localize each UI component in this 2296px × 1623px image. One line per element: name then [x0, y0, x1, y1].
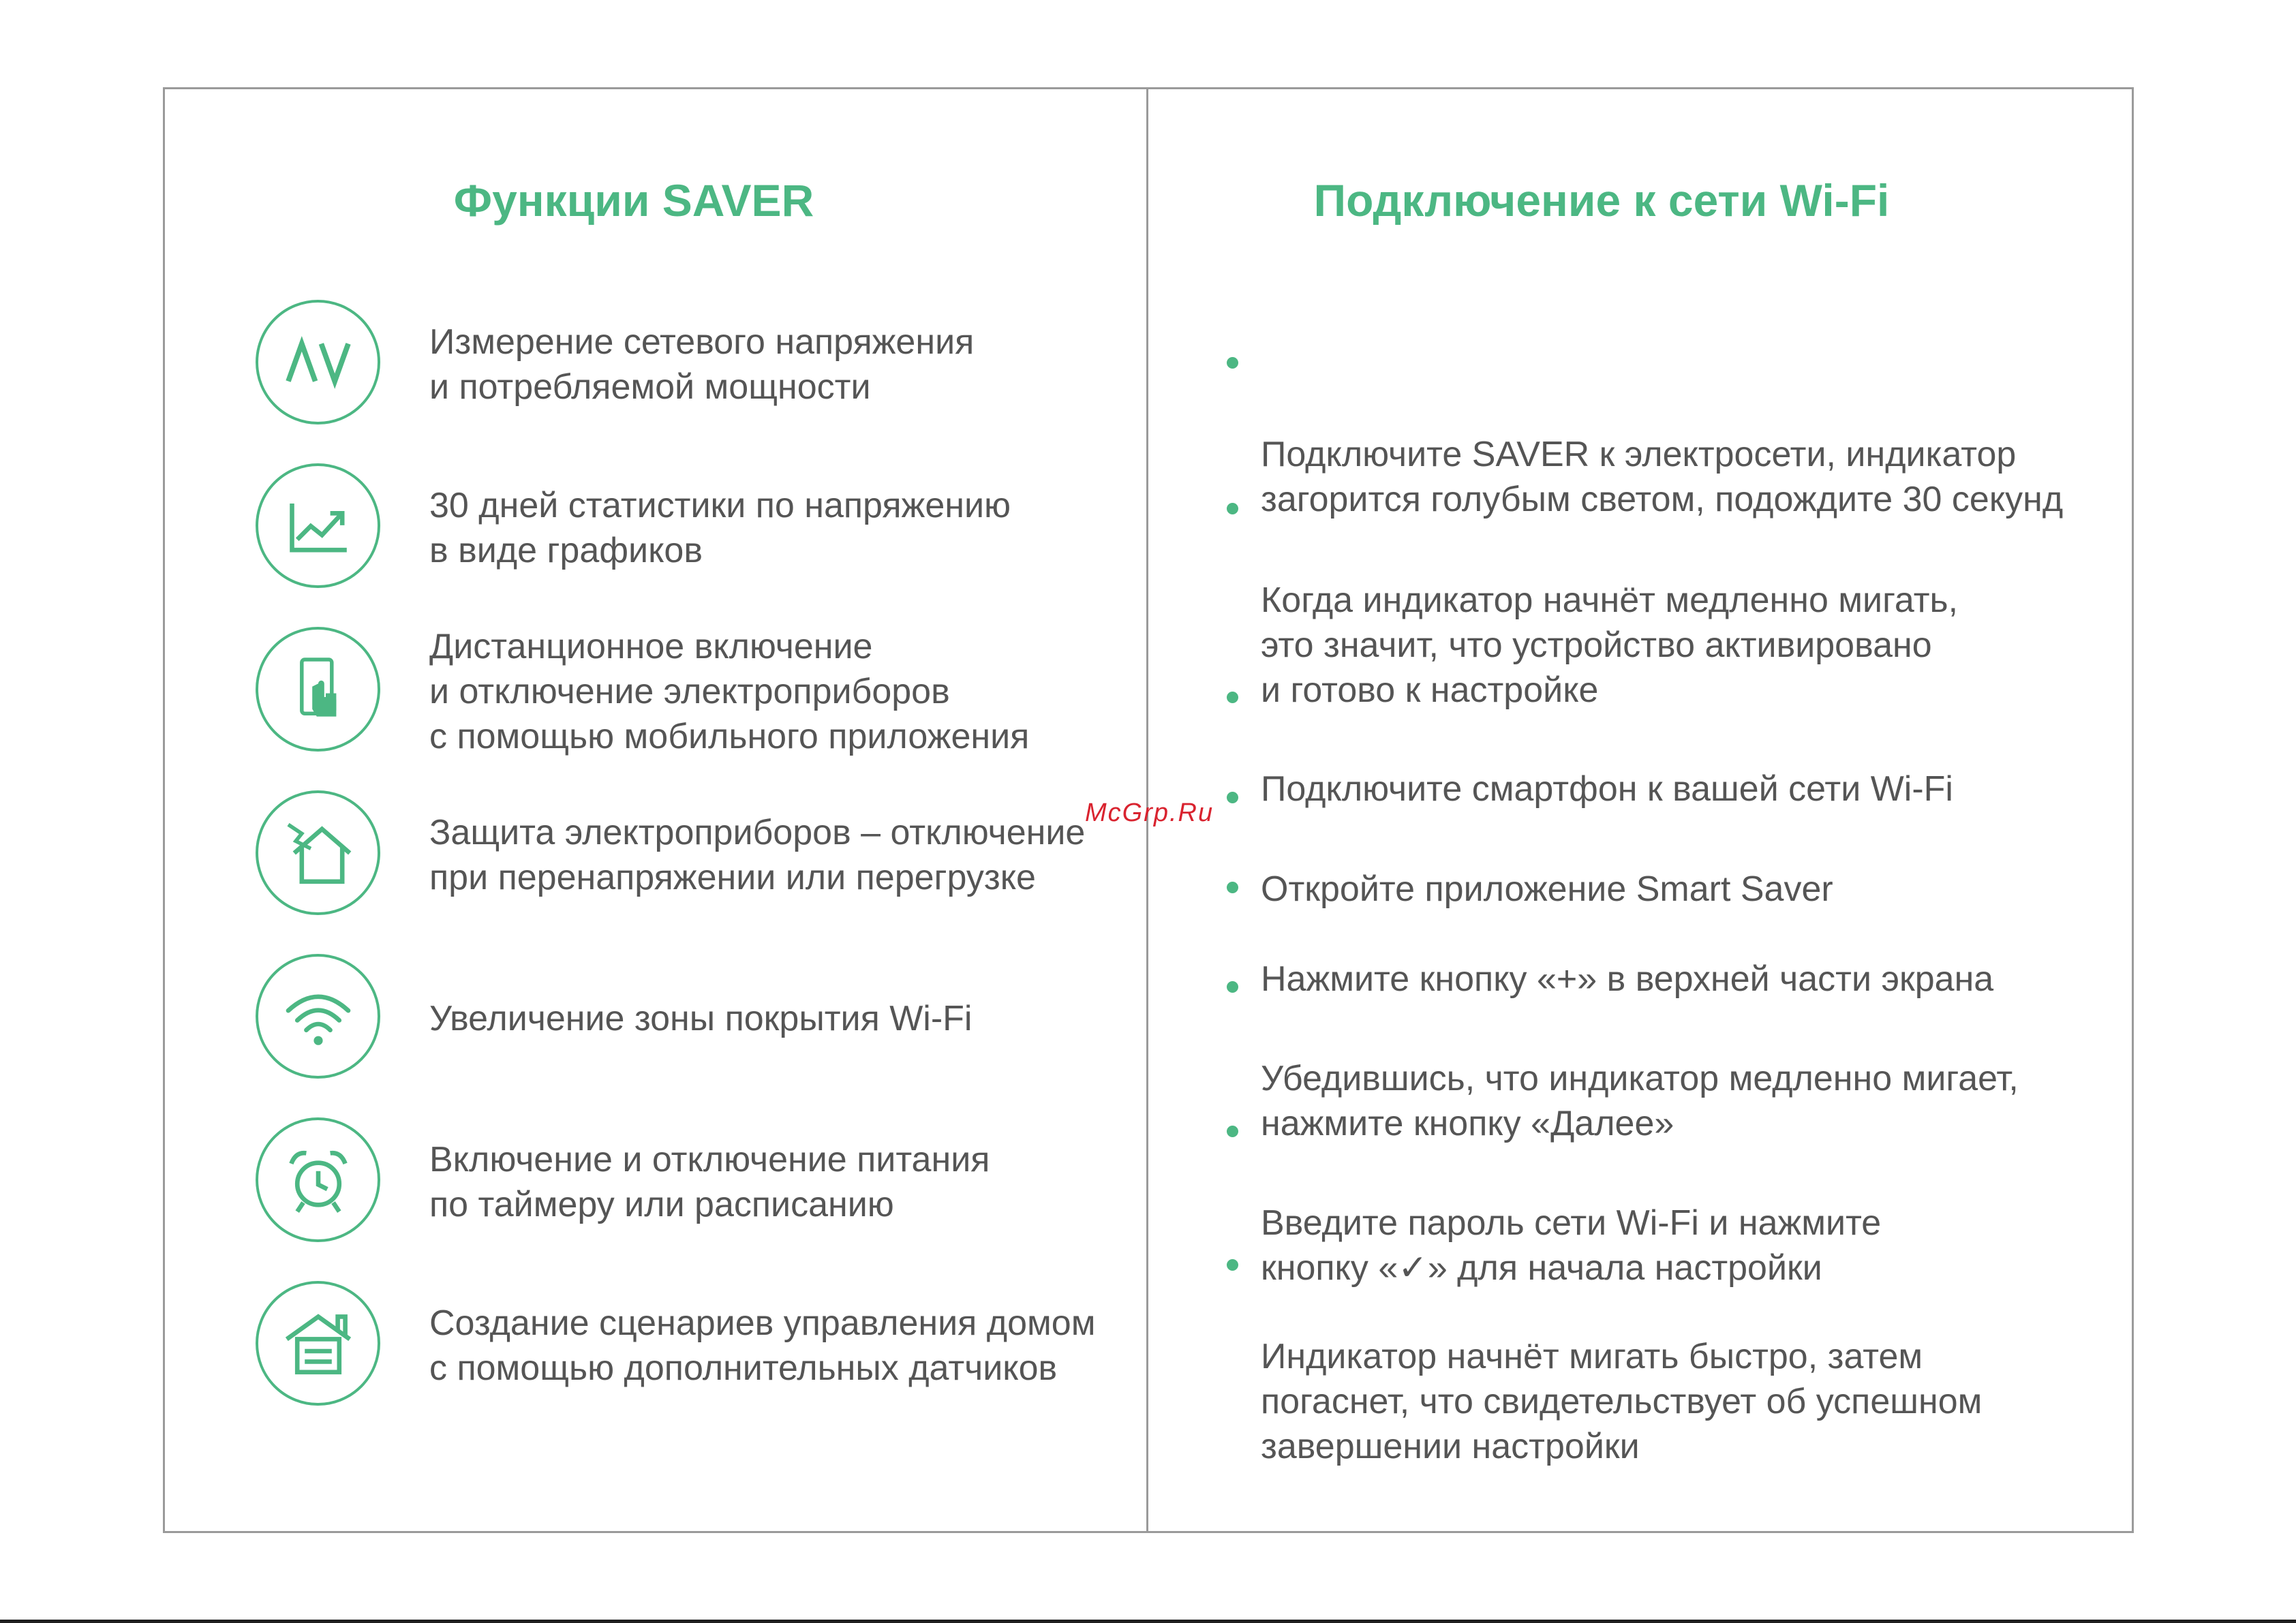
- feature-text: Дистанционное включение и отключение электроприборов с помощью мобильного приложения: [429, 627, 1030, 756]
- feature-text: Увеличение зоны покрытия Wi-Fi: [429, 999, 973, 1038]
- step-text: Индикатор начнёт мигать быстро, затем погаснет, что свидетельствует об успешном завершении настройки: [1261, 1337, 1983, 1466]
- feature-text: Включение и отключение питания по таймеру или расписанию: [429, 1140, 990, 1224]
- step-item: [1227, 1244, 2113, 1514]
- feature-text: Создание сценариев управления домом с помощью дополнительных датчиков: [429, 1303, 1096, 1388]
- feature-item: [256, 954, 1128, 1083]
- wifi-icon: [256, 954, 380, 1079]
- feature-text: Измерение сетевого напряжения и потребляемой мощности: [429, 322, 975, 407]
- line-chart-icon: [256, 463, 380, 588]
- functions-heading: Функции SAVER: [453, 175, 814, 226]
- step-text: Убедившись, что индикатор медленно мигает, нажмите кнопку «Далее»: [1261, 1059, 2019, 1143]
- feature-item: [256, 1117, 1128, 1247]
- av-meter-icon: [256, 300, 380, 424]
- wifi-heading: Подключение к сети Wi-Fi: [1313, 175, 1890, 226]
- bullet-icon: [1227, 1259, 1238, 1271]
- bullet-icon: [1227, 882, 1238, 893]
- step-text: Введите пароль сети Wi-Fi и нажмите кнопку «✓» для начала настройки: [1261, 1203, 1882, 1288]
- step-text: Нажмите кнопку «+» в верхней части экрана: [1261, 959, 1994, 999]
- feature-text: 30 дней статистики по напряжению в виде графиков: [429, 486, 1011, 570]
- bullet-icon: [1227, 981, 1238, 993]
- feature-item: [256, 300, 1128, 429]
- bullet-icon: [1227, 357, 1238, 369]
- bullet-icon: [1227, 792, 1238, 803]
- feature-item: [256, 463, 1128, 593]
- phone-touch-icon: [256, 627, 380, 752]
- watermark: McGrp.Ru: [1085, 799, 1214, 827]
- feature-item: [256, 627, 1128, 756]
- step-text: Когда индикатор начнёт медленно мигать, это значит, что устройство активировано и готово к настройке: [1261, 581, 1959, 710]
- bullet-icon: [1227, 503, 1238, 514]
- feature-item: [256, 1281, 1128, 1410]
- step-text: Откройте приложение Smart Saver: [1261, 869, 1833, 909]
- step-text: Подключите смартфон к вашей сети Wi-Fi: [1261, 769, 1953, 809]
- bottom-rule: [0, 1620, 2296, 1623]
- bullet-icon: [1227, 1126, 1238, 1137]
- bullet-icon: [1227, 692, 1238, 703]
- feature-text: Защита электроприборов – отключение при перенапряжении или перегрузке: [429, 813, 1086, 897]
- feature-item: [256, 790, 1128, 920]
- smart-home-icon: [256, 1281, 380, 1406]
- house-lightning-icon: [256, 790, 380, 915]
- step-text: Подключите SAVER к электросети, индикатор загорится голубым светом, подождите 30 секунд: [1261, 435, 2064, 519]
- alarm-clock-icon: [256, 1117, 380, 1242]
